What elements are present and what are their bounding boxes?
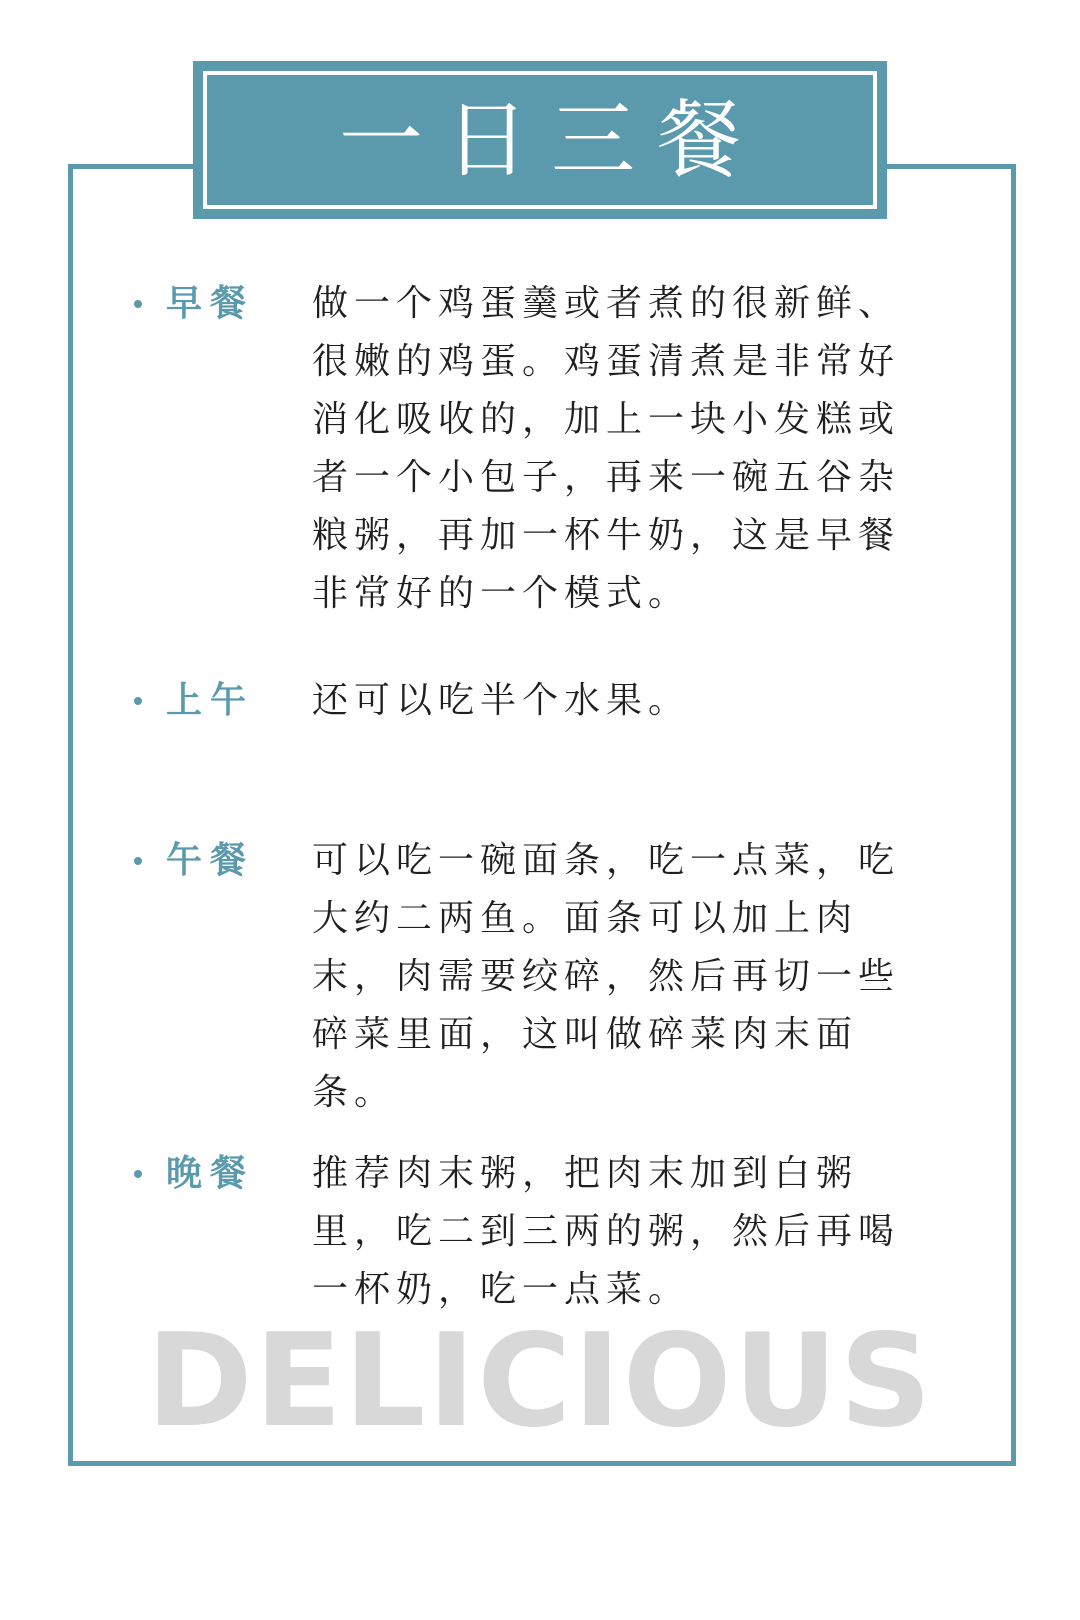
meal-label: 早餐	[166, 283, 255, 324]
meal-label: 午餐	[166, 840, 255, 881]
meal-description: 可以吃一碗面条，吃一点菜，吃大约二两鱼。面条可以加上肉末，肉需要绞碎，然后再切一些碎菜里面，这叫做碎菜肉末面条。	[312, 840, 901, 1113]
bullet-icon	[134, 697, 142, 705]
page-title: 一日三餐	[338, 91, 763, 189]
meal-description: 推荐肉末粥，把肉末加到白粥里，吃二到三两的粥，然后再喝一杯奶，吃一点菜。	[312, 1153, 901, 1310]
title-banner	[193, 61, 887, 219]
title-inner-border	[203, 71, 877, 209]
meal-label: 上午	[166, 680, 255, 721]
bullet-icon	[134, 1170, 142, 1178]
delicious-watermark: DELICIOUS	[146, 1307, 934, 1456]
meal-description: 做一个鸡蛋羹或者煮的很新鲜、很嫩的鸡蛋。鸡蛋清煮是非常好消化吸收的，加上一块小发糕或者一个小包子，再来一碗五谷杂粮粥，再加一杯牛奶，这是早餐非常好的一个模式。	[312, 283, 901, 614]
bullet-icon	[134, 857, 142, 865]
meal-description: 还可以吃半个水果。	[312, 680, 691, 721]
bullet-icon	[134, 300, 142, 308]
meal-label: 晚餐	[166, 1153, 255, 1194]
